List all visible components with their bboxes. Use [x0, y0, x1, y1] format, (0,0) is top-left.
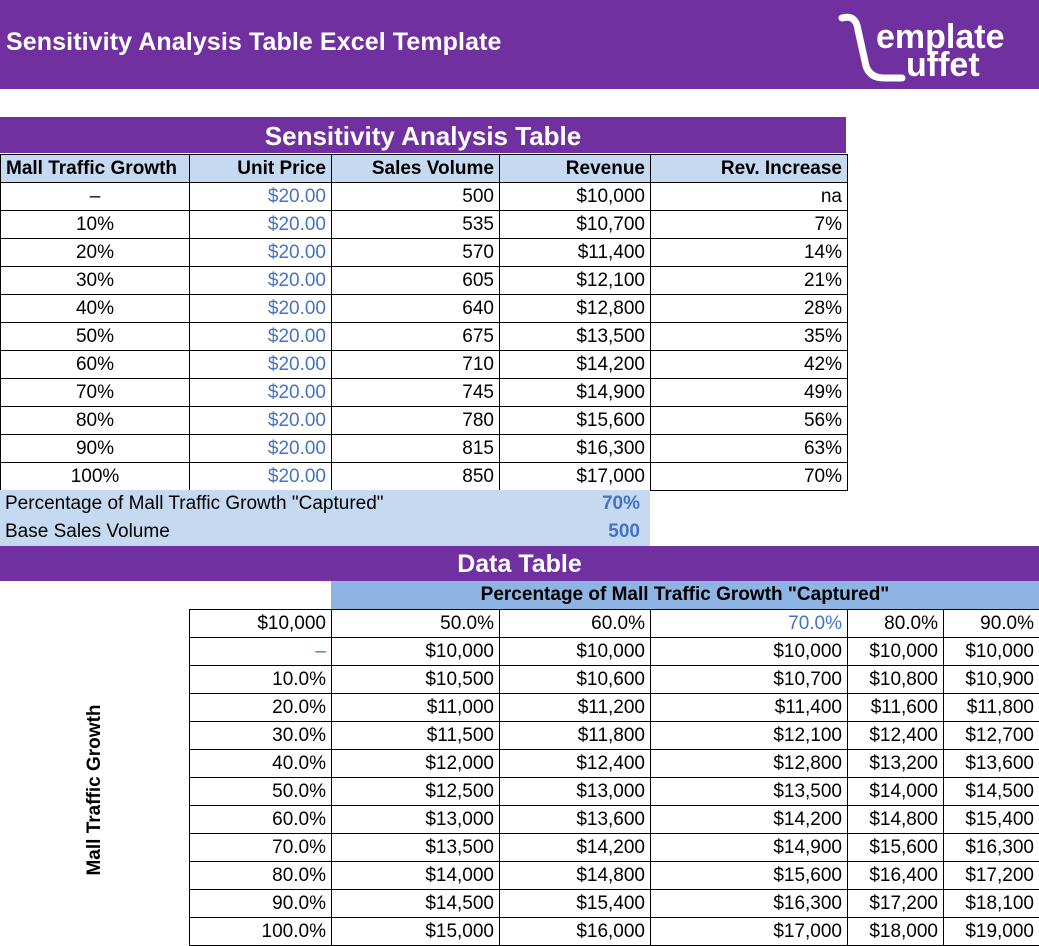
growth-cell[interactable]: 20% — [1, 239, 190, 267]
captured-value-cell[interactable]: 70% — [601, 493, 640, 514]
data-table-row-label[interactable]: 80.0% — [190, 862, 332, 890]
data-table-value-cell[interactable]: $14,800 — [848, 806, 944, 834]
data-table-value-cell[interactable]: $12,400 — [500, 750, 651, 778]
data-table-value-cell[interactable]: $12,700 — [944, 722, 1039, 750]
data-table-value-cell[interactable]: $10,600 — [500, 666, 651, 694]
base-volume-value-cell[interactable]: 500 — [608, 521, 640, 542]
unit-price-cell[interactable]: $20.00 — [190, 435, 332, 463]
data-table-row — [190, 778, 1039, 806]
data-table-value-cell[interactable]: $12,400 — [848, 722, 944, 750]
data-table-value-cell[interactable]: $13,200 — [848, 750, 944, 778]
rev-increase-cell[interactable]: 35% — [651, 323, 848, 351]
data-table-value-cell[interactable]: $14,800 — [500, 862, 651, 890]
sensitivity-row — [1, 463, 848, 491]
data-table-value-cell[interactable]: $13,000 — [500, 778, 651, 806]
data-table-value-cell[interactable]: $11,800 — [944, 694, 1039, 722]
revenue-cell[interactable]: $17,000 — [500, 463, 651, 491]
data-table-row — [190, 638, 1039, 666]
rev-increase-cell[interactable]: 7% — [651, 211, 848, 239]
data-table-value-cell[interactable]: $12,800 — [651, 750, 848, 778]
unit-price-cell[interactable]: $20.00 — [190, 407, 332, 435]
unit-price-cell[interactable]: $20.00 — [190, 267, 332, 295]
page-title: Sensitivity Analysis Table Excel Template — [6, 28, 502, 56]
rev-increase-cell[interactable]: 42% — [651, 351, 848, 379]
data-table-row — [190, 862, 1039, 890]
growth-cell[interactable]: 10% — [1, 211, 190, 239]
data-table-value-cell[interactable]: $14,500 — [332, 890, 500, 918]
revenue-cell[interactable]: $16,300 — [500, 435, 651, 463]
growth-cell[interactable]: – — [1, 183, 190, 211]
rev-increase-cell[interactable]: na — [651, 183, 848, 211]
data-table-value-cell[interactable]: $15,400 — [944, 806, 1039, 834]
sales-volume-cell[interactable]: 850 — [332, 463, 500, 491]
data-table-value-cell[interactable]: $13,500 — [332, 834, 500, 862]
revenue-cell[interactable]: $14,900 — [500, 379, 651, 407]
unit-price-cell[interactable]: $20.00 — [190, 379, 332, 407]
data-table-value-cell[interactable]: $10,000 — [500, 638, 651, 666]
unit-price-cell[interactable]: $20.00 — [190, 239, 332, 267]
data-table-value-cell[interactable]: $13,600 — [944, 750, 1039, 778]
logo-text-2: uffet — [906, 46, 980, 84]
data-table-value-cell[interactable]: $11,400 — [651, 694, 848, 722]
data-table-value-cell[interactable]: $15,600 — [651, 862, 848, 890]
data-table-value-cell[interactable]: $10,000 — [848, 638, 944, 666]
data-table-value-cell[interactable]: $11,500 — [332, 722, 500, 750]
data-table-row — [190, 694, 1039, 722]
data-table-row-label[interactable]: – — [190, 638, 332, 666]
rev-increase-cell[interactable]: 63% — [651, 435, 848, 463]
input-panel — [0, 490, 650, 546]
header-revenue: Revenue — [500, 155, 651, 183]
revenue-cell[interactable]: $13,500 — [500, 323, 651, 351]
unit-price-cell[interactable]: $20.00 — [190, 351, 332, 379]
sales-volume-cell[interactable]: 500 — [332, 183, 500, 211]
sensitivity-row — [1, 295, 848, 323]
growth-cell[interactable]: 40% — [1, 295, 190, 323]
revenue-cell[interactable]: $12,800 — [500, 295, 651, 323]
data-table-column-label[interactable]: 90.0% — [944, 610, 1039, 638]
data-table-row — [190, 750, 1039, 778]
revenue-cell[interactable]: $15,600 — [500, 407, 651, 435]
sales-volume-cell[interactable]: 815 — [332, 435, 500, 463]
data-table-value-cell[interactable]: $14,000 — [848, 778, 944, 806]
data-table-column-label[interactable]: 50.0% — [332, 610, 500, 638]
data-table-column-label[interactable]: 80.0% — [848, 610, 944, 638]
rev-increase-cell[interactable]: 14% — [651, 239, 848, 267]
data-table-value-cell[interactable]: $14,200 — [651, 806, 848, 834]
template-buffet-logo — [836, 8, 1036, 84]
unit-price-cell[interactable]: $20.00 — [190, 323, 332, 351]
data-table-value-cell[interactable]: $11,800 — [500, 722, 651, 750]
data-table-row — [190, 666, 1039, 694]
data-table-value-cell[interactable]: $12,500 — [332, 778, 500, 806]
growth-cell[interactable]: 90% — [1, 435, 190, 463]
title-banner — [0, 0, 1039, 89]
sales-volume-cell[interactable]: 675 — [332, 323, 500, 351]
sensitivity-row — [1, 267, 848, 295]
input-row-base-volume — [0, 518, 650, 546]
growth-cell[interactable]: 80% — [1, 407, 190, 435]
revenue-cell[interactable]: $12,100 — [500, 267, 651, 295]
data-table-value-cell[interactable]: $15,600 — [848, 834, 944, 862]
data-table-value-cell[interactable]: $18,100 — [944, 890, 1039, 918]
data-table-value-cell[interactable]: $16,300 — [944, 834, 1039, 862]
rev-increase-cell[interactable]: 56% — [651, 407, 848, 435]
data-table-row-label[interactable]: 60.0% — [190, 806, 332, 834]
base-volume-label: Base Sales Volume — [5, 521, 170, 542]
sensitivity-header-row — [1, 155, 848, 183]
data-table-row — [190, 806, 1039, 834]
data-table-title: Data Table — [0, 546, 1039, 581]
sales-volume-cell[interactable]: 640 — [332, 295, 500, 323]
data-table-value-cell[interactable]: $16,400 — [848, 862, 944, 890]
data-table-value-cell[interactable]: $12,000 — [332, 750, 500, 778]
rev-increase-cell[interactable]: 49% — [651, 379, 848, 407]
data-table-value-cell[interactable]: $13,000 — [332, 806, 500, 834]
data-table-value-cell[interactable]: $11,600 — [848, 694, 944, 722]
unit-price-cell[interactable]: $20.00 — [190, 295, 332, 323]
data-table-row-label[interactable]: 20.0% — [190, 694, 332, 722]
sales-volume-cell[interactable]: 780 — [332, 407, 500, 435]
sensitivity-row — [1, 407, 848, 435]
data-table-value-cell[interactable]: $12,100 — [651, 722, 848, 750]
header-unit-price: Unit Price — [190, 155, 332, 183]
rev-increase-cell[interactable]: 70% — [651, 463, 848, 491]
data-table-value-cell[interactable]: $11,000 — [332, 694, 500, 722]
growth-cell[interactable]: 100% — [1, 463, 190, 491]
data-table-value-cell[interactable]: $10,900 — [944, 666, 1039, 694]
data-table-row-label[interactable]: 30.0% — [190, 722, 332, 750]
header-rev-increase: Rev. Increase — [651, 155, 848, 183]
sensitivity-row — [1, 323, 848, 351]
growth-cell[interactable]: 60% — [1, 351, 190, 379]
data-table-value-cell[interactable]: $10,000 — [651, 638, 848, 666]
data-table-column-label[interactable]: 70.0% — [651, 610, 848, 638]
rev-increase-cell[interactable]: 21% — [651, 267, 848, 295]
sales-volume-cell[interactable]: 710 — [332, 351, 500, 379]
data-table-row-label[interactable]: 100.0% — [190, 918, 332, 946]
data-table-row-label[interactable]: 50.0% — [190, 778, 332, 806]
data-table-row — [190, 918, 1039, 946]
input-row-captured — [0, 490, 650, 518]
revenue-cell[interactable]: $10,700 — [500, 211, 651, 239]
growth-cell[interactable]: 30% — [1, 267, 190, 295]
data-table-value-cell[interactable]: $10,500 — [332, 666, 500, 694]
data-table-value-cell[interactable]: $14,900 — [651, 834, 848, 862]
unit-price-cell[interactable]: $20.00 — [190, 211, 332, 239]
data-table-column-header: Percentage of Mall Traffic Growth "Captured" — [331, 581, 1039, 609]
sales-volume-cell[interactable]: 535 — [332, 211, 500, 239]
data-table-value-cell[interactable]: $14,500 — [944, 778, 1039, 806]
data-table-value-cell[interactable]: $16,000 — [500, 918, 651, 946]
growth-cell[interactable]: 50% — [1, 323, 190, 351]
sensitivity-row — [1, 211, 848, 239]
header-mall-traffic-growth: Mall Traffic Growth — [1, 155, 190, 183]
data-table-value-cell[interactable]: $15,000 — [332, 918, 500, 946]
data-table-value-cell[interactable]: $13,500 — [651, 778, 848, 806]
data-table-value-cell[interactable]: $18,000 — [848, 918, 944, 946]
data-table — [189, 609, 1039, 946]
data-table-value-cell[interactable]: $10,700 — [651, 666, 848, 694]
data-table-row-label[interactable]: 90.0% — [190, 890, 332, 918]
data-table-value-cell[interactable]: $17,000 — [651, 918, 848, 946]
data-table-row-label[interactable]: 40.0% — [190, 750, 332, 778]
data-table-value-cell[interactable]: $13,600 — [500, 806, 651, 834]
data-table-row — [190, 834, 1039, 862]
growth-cell[interactable]: 70% — [1, 379, 190, 407]
sales-volume-cell[interactable]: 570 — [332, 239, 500, 267]
revenue-cell[interactable]: $10,000 — [500, 183, 651, 211]
data-table-row — [190, 722, 1039, 750]
data-table-corner-cell[interactable]: $10,000 — [190, 610, 332, 638]
data-table-value-cell[interactable]: $11,200 — [500, 694, 651, 722]
data-table-value-cell[interactable]: $15,400 — [500, 890, 651, 918]
sensitivity-table — [0, 154, 848, 491]
unit-price-cell[interactable]: $20.00 — [190, 183, 332, 211]
sensitivity-row — [1, 183, 848, 211]
revenue-cell[interactable]: $14,200 — [500, 351, 651, 379]
data-table-header-row — [190, 610, 1039, 638]
data-table-value-cell[interactable]: $14,200 — [500, 834, 651, 862]
sensitivity-row — [1, 435, 848, 463]
captured-label: Percentage of Mall Traffic Growth "Captured" — [5, 493, 384, 514]
sales-volume-cell[interactable]: 605 — [332, 267, 500, 295]
data-table-row-header: Mall Traffic Growth — [84, 704, 105, 876]
sensitivity-table-title: Sensitivity Analysis Table — [0, 117, 846, 153]
revenue-cell[interactable]: $11,400 — [500, 239, 651, 267]
data-table-value-cell[interactable]: $10,000 — [944, 638, 1039, 666]
data-table-row-label[interactable]: 70.0% — [190, 834, 332, 862]
sales-volume-cell[interactable]: 745 — [332, 379, 500, 407]
data-table-value-cell[interactable]: $19,000 — [944, 918, 1039, 946]
logo-text-1: emplate — [876, 18, 1005, 56]
data-table-value-cell[interactable]: $17,200 — [944, 862, 1039, 890]
sensitivity-row — [1, 379, 848, 407]
sensitivity-row — [1, 239, 848, 267]
data-table-value-cell[interactable]: $10,000 — [332, 638, 500, 666]
data-table-row-label[interactable]: 10.0% — [190, 666, 332, 694]
data-table-row — [190, 890, 1039, 918]
header-sales-volume: Sales Volume — [332, 155, 500, 183]
data-table-value-cell[interactable]: $16,300 — [651, 890, 848, 918]
sensitivity-row — [1, 351, 848, 379]
data-table-value-cell[interactable]: $17,200 — [848, 890, 944, 918]
data-table-value-cell[interactable]: $14,000 — [332, 862, 500, 890]
data-table-value-cell[interactable]: $10,800 — [848, 666, 944, 694]
rev-increase-cell[interactable]: 28% — [651, 295, 848, 323]
data-table-column-label[interactable]: 60.0% — [500, 610, 651, 638]
unit-price-cell[interactable]: $20.00 — [190, 463, 332, 491]
